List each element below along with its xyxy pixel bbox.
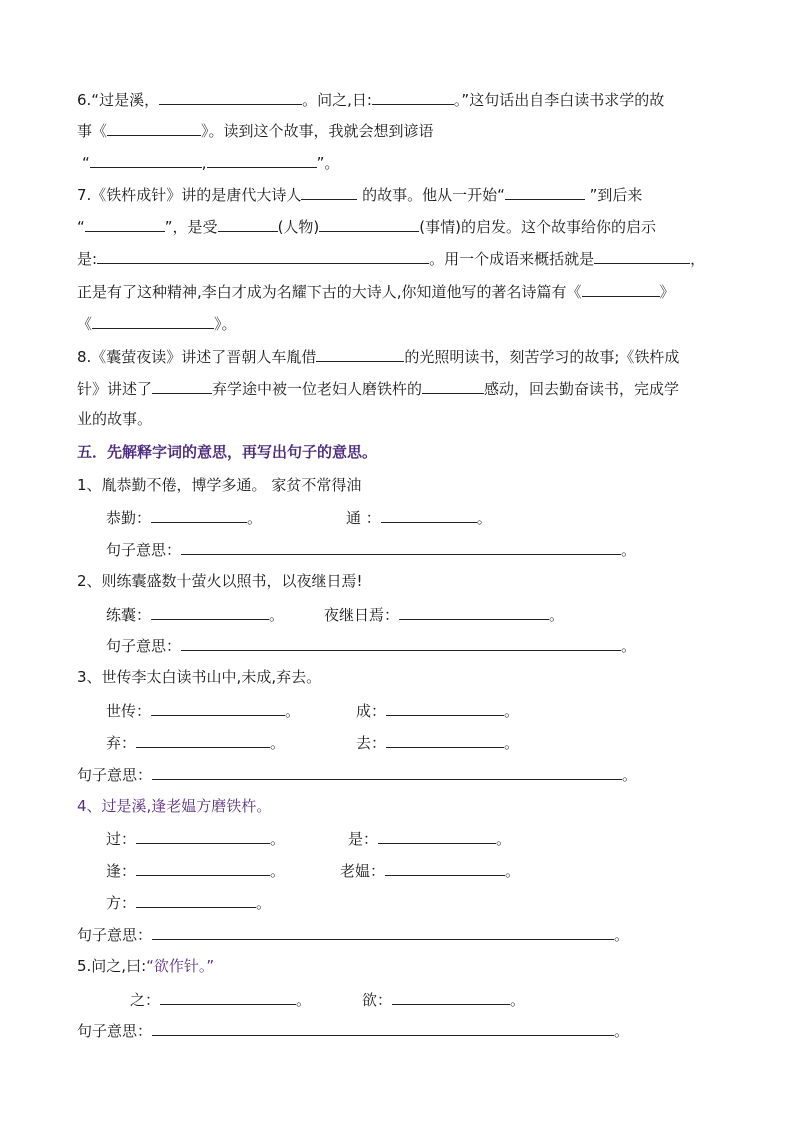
blank[interactable]	[151, 700, 285, 716]
q7-line5: 《 》。	[77, 315, 237, 333]
blank[interactable]	[386, 732, 504, 748]
s4-word1: 过： 。	[106, 830, 286, 848]
blank[interactable]	[582, 281, 660, 297]
s4-word4: 老媪： 。	[340, 862, 521, 880]
blank[interactable]	[316, 346, 404, 362]
s3-word2: 成： 。	[356, 702, 520, 720]
s1-sentence: 1、胤恭勤不倦，博学多通。 家贫不常得油	[77, 476, 362, 494]
blank[interactable]	[92, 313, 214, 329]
s1-meaning: 句子意思： 。	[106, 541, 637, 559]
s1-word2: 通 ： 。	[346, 509, 492, 527]
s3-word3: 弃： 。	[106, 734, 286, 752]
q7-line3: 是: 。用一个成语来概括就是 ，	[77, 250, 706, 268]
s2-sentence: 2、则练囊盛数十萤火以照书，以夜继日焉!	[77, 572, 363, 590]
q8-line2: 针》讲述了 弃学途中被一位老妇人磨铁杵的 感动，回去勤奋读书，完成学	[77, 380, 680, 398]
blank[interactable]	[151, 507, 247, 523]
s4-word5: 方： 。	[106, 894, 272, 912]
q8-line3: 业的故事。	[77, 410, 153, 428]
q7-line2: “ ”，是受 (人物) (事情)的启发。这个故事给你的启示	[77, 218, 656, 236]
blank[interactable]	[378, 828, 496, 844]
blank[interactable]	[381, 507, 477, 523]
s5-sentence: 5.问之,曰:“欲作针。”	[77, 957, 215, 975]
blank[interactable]	[372, 89, 454, 105]
blank[interactable]	[422, 378, 484, 394]
q7-line1: 7.《铁杵成针》讲的是唐代大诗人 的故事。他从一开始“ ”到后来	[77, 186, 643, 204]
blank[interactable]	[152, 924, 614, 940]
blank[interactable]	[385, 860, 505, 876]
blank[interactable]	[152, 378, 212, 394]
blank[interactable]	[136, 732, 270, 748]
q6-line1: 6.“过是溪， 。问之,日: 。”这句话出自李白读书求学的故	[77, 91, 665, 109]
s5-word1: 之： 。	[130, 991, 312, 1009]
s5-word2: 欲： 。	[362, 991, 526, 1009]
blank[interactable]	[301, 184, 357, 200]
blank[interactable]	[319, 216, 419, 232]
s3-meaning: 句子意思： 。	[77, 766, 638, 784]
blank[interactable]	[392, 989, 510, 1005]
blank[interactable]	[594, 248, 690, 264]
blank[interactable]	[505, 184, 585, 200]
q6-line2: 事《 》。读到这个故事，我就会想到谚语	[77, 122, 434, 140]
q6-line3: “ , ”。	[82, 154, 340, 172]
blank[interactable]	[85, 216, 165, 232]
s3-word4: 去： 。	[356, 734, 520, 752]
blank[interactable]	[218, 216, 278, 232]
blank[interactable]	[90, 152, 202, 168]
blank[interactable]	[152, 764, 622, 780]
blank[interactable]	[399, 604, 549, 620]
blank[interactable]	[107, 120, 201, 136]
s4-word3: 逢： 。	[106, 862, 286, 880]
blank[interactable]	[136, 892, 256, 908]
blank[interactable]	[152, 1020, 614, 1036]
s4-sentence: 4、过是溪,逢老媪方磨铁杵。	[77, 797, 272, 815]
blank[interactable]	[207, 152, 317, 168]
blank[interactable]	[136, 860, 270, 876]
q8-line1: 8.《囊萤夜读》讲述了晋朝人车胤借 的光照明读书，刻苦学习的故事;《铁杵成	[77, 348, 680, 366]
s5-meaning: 句子意思： 。	[77, 1022, 630, 1040]
blank[interactable]	[136, 828, 270, 844]
s1-word1: 恭勤： 。	[106, 509, 263, 527]
s2-word1: 练囊： 。	[106, 606, 285, 624]
s3-sentence: 3、世传李太白读书山中,未成,弃去。	[77, 668, 322, 686]
blank[interactable]	[159, 89, 302, 105]
blank[interactable]	[151, 604, 269, 620]
s4-meaning: 句子意思： 。	[77, 926, 630, 944]
s2-word2: 夜继日焉： 。	[324, 606, 565, 624]
s2-meaning: 句子意思： 。	[106, 637, 637, 655]
blank[interactable]	[181, 635, 621, 651]
q7-line4: 正是有了这种精神,李白才成为名耀下古的大诗人,你知道他写的著名诗篇有《 》	[77, 283, 675, 301]
blank[interactable]	[160, 989, 296, 1005]
blank[interactable]	[97, 248, 429, 264]
s4-word2: 是： 。	[348, 830, 512, 848]
s3-word1: 世传： 。	[106, 702, 301, 720]
blank[interactable]	[181, 539, 621, 555]
blank[interactable]	[386, 700, 504, 716]
section5-title: 五．先解释字词的意思，再写出句子的意思。	[77, 443, 378, 461]
